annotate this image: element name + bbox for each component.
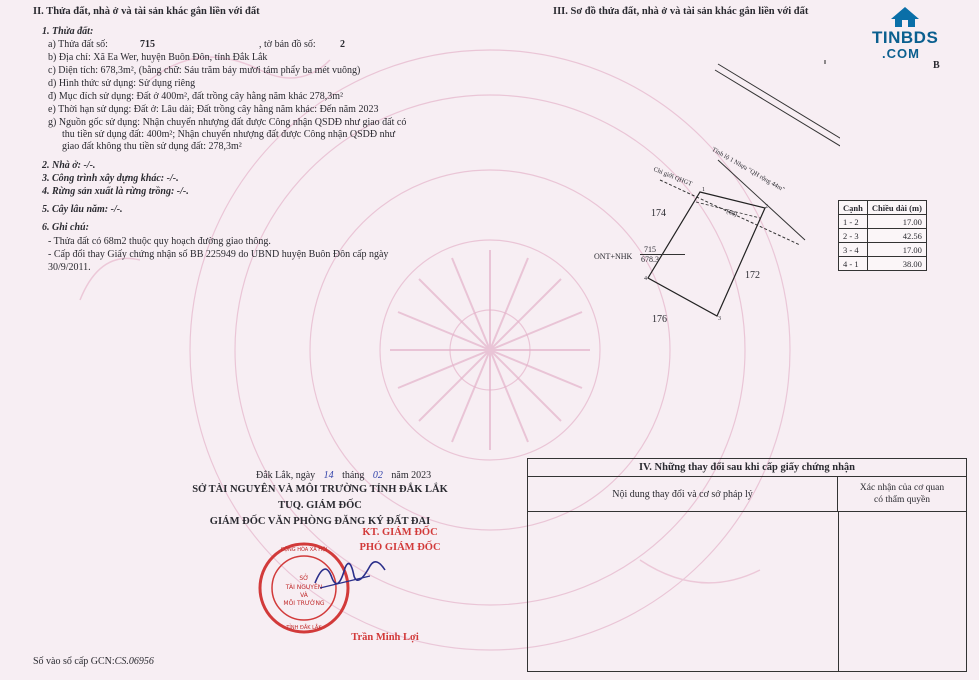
table-header-row [839, 201, 927, 215]
point-2: 2 [765, 204, 768, 210]
usage-form-line: d) Hình thức sử dụng: Sử dụng riêng [48, 78, 196, 89]
deputy-title-1: KT. GIÁM ĐỐC [362, 527, 438, 538]
row-width-label: (68) [725, 208, 739, 219]
usage-term-line: e) Thời hạn sử dụng: Đất ở: Lâu dài; Đất trồng cây hằng năm khác: Đến năm 2023 [48, 104, 379, 115]
address-line: b) Địa chỉ: Xã Ea Wer, huyện Buôn Đôn, tỉnh Đắk Lắk [48, 52, 268, 63]
point-4: 4 [644, 276, 647, 282]
org-department: SỞ TÀI NGUYÊN VÀ MÔI TRƯỜNG TỈNH ĐẮK LẮK [192, 484, 448, 495]
row-boundary-label: Chỉ giới QHGT [652, 166, 694, 188]
parcel-heading: 1. Thửa đất: [42, 26, 94, 37]
registry-label: Số vào sổ cấp GCN: [33, 656, 115, 667]
tinbds-logo [872, 6, 940, 71]
svg-text:TÀI NGUYÊN: TÀI NGUYÊN [285, 584, 323, 591]
edge-header: Cạnh [839, 201, 868, 215]
house-line: 2. Nhà ở: -/-. [42, 160, 96, 171]
authority-header-line-1: Xác nhận của cơ quan [859, 483, 945, 493]
org-authorization: TUQ. GIÁM ĐỐC [278, 500, 362, 511]
point-3: 3 [718, 316, 721, 322]
origin-line-1: g) Nguồn gốc sử dụng: Nhận chuyển nhượng đất được Công nhận QSDĐ như giao đất có [48, 117, 407, 128]
month-label: tháng [342, 470, 365, 481]
signer-name: Trần Minh Lợi [351, 632, 419, 643]
north-arrow-label: B [933, 60, 940, 71]
length-cell: 17.00 [867, 215, 926, 229]
parcel-no-label: 715 [644, 245, 656, 254]
logo-text: TINBDS [872, 28, 939, 47]
parcel-area-label: 678.3 [641, 255, 659, 264]
deputy-title-2: PHÓ GIÁM ĐỐC [359, 542, 441, 553]
parcel-land-type: ONT+NHK [594, 252, 633, 261]
table-row [839, 243, 927, 257]
registry-value: CS.06956 [114, 656, 154, 667]
table-row [839, 229, 927, 243]
signing-date [256, 470, 431, 482]
svg-text:SỞ: SỞ [299, 575, 309, 582]
other-construction-line: 3. Công trình xây dựng khác: -/-. [42, 173, 179, 184]
changes-table [527, 458, 967, 672]
length-header: Chiều dài (m) [867, 201, 926, 215]
authority-header-line-2: có thẩm quyền [874, 495, 930, 505]
forest-line: 4. Rừng sản xuất là rừng trồng: -/-. [42, 186, 189, 197]
usage-purpose-line: đ) Mục đích sử dụng: Đất ở 400m², đất trồng cây hằng năm khác 278,3m² [48, 91, 343, 102]
note-1: - Thửa đất có 68m2 thuộc quy hoạch đường giao thông. [48, 236, 271, 247]
edge-cell: 2 - 3 [839, 229, 868, 243]
map-sheet-value: 2 [340, 39, 345, 50]
section-4-heading: IV. Những thay đổi sau khi cấp giấy chứng nhận [528, 459, 966, 477]
parcel-diagram [600, 60, 840, 330]
svg-text:CỘNG HÒA XÃ HỘI: CỘNG HÒA XÃ HỘI [280, 547, 328, 553]
year-label: năm 2023 [391, 470, 432, 481]
changes-content-header: Nội dung thay đổi và cơ sở pháp lý [528, 477, 838, 512]
length-cell: 42.56 [867, 229, 926, 243]
section-3-heading: III. Sơ đồ thửa đất, nhà ở và tài sản khác gắn liền với đất [553, 6, 809, 17]
road-label: Tỉnh lộ 1 Nhựa "QH rộng 44m" [710, 146, 786, 194]
notes-heading: 6. Ghi chú: [42, 222, 89, 233]
origin-line-2: thu tiền sử dụng đất: 400m²; Nhận chuyển nhượng đất được Công nhận QSDĐ như [62, 129, 395, 140]
point-1: 1 [702, 187, 705, 193]
edge-cell: 1 - 2 [839, 215, 868, 229]
table-row [839, 257, 927, 271]
note-2: - Cấp đổi thay Giấy chứng nhận số BB 225949 do UBND huyện Buôn Đôn cấp ngày [48, 249, 389, 260]
map-sheet-label: , tờ bản đồ số: [259, 39, 316, 50]
logo-domain: .COM [882, 46, 920, 61]
length-cell: 38.00 [867, 257, 926, 271]
neighbor-176: 176 [652, 314, 667, 325]
note-2-cont: 30/9/2011. [48, 262, 91, 273]
svg-text:TỈNH ĐẮK LẮK: TỈNH ĐẮK LẮK [286, 625, 322, 631]
edge-cell: 4 - 1 [839, 257, 868, 271]
handwritten-signature [310, 548, 390, 598]
parcel-number-value: 715 [140, 39, 155, 50]
origin-line-3: giao đất không thu tiền sử dụng đất: 278,3m² [62, 141, 242, 152]
date-day: 14 [323, 470, 334, 481]
svg-text:MÔI TRƯỜNG: MÔI TRƯỜNG [283, 600, 325, 607]
length-cell: 17.00 [867, 243, 926, 257]
registry-number [33, 656, 154, 667]
parcel-number-label: a) Thửa đất số: [48, 39, 108, 50]
authority-header [838, 477, 966, 512]
date-month: 02 [372, 470, 383, 481]
neighbor-174: 174 [651, 208, 666, 219]
date-prefix: Đắk Lắk, ngày [256, 470, 316, 481]
svg-text:VÀ: VÀ [300, 592, 308, 599]
section-2-heading: II. Thửa đất, nhà ở và tài sản khác gắn liền với đất [33, 6, 260, 17]
edge-lengths-table [838, 200, 927, 271]
edge-cell: 3 - 4 [839, 243, 868, 257]
org-office: GIÁM ĐỐC VĂN PHÒNG ĐĂNG KÝ ĐẤT ĐAI [209, 516, 431, 527]
area-line: c) Diện tích: 678,3m², (bằng chữ: Sáu trăm bảy mươi tám phẩy ba mét vuông) [48, 65, 361, 76]
neighbor-172: 172 [745, 270, 760, 281]
house-icon [890, 6, 920, 28]
column-divider [838, 512, 839, 671]
perennial-line: 5. Cây lâu năm: -/-. [42, 204, 123, 215]
table-row [839, 215, 927, 229]
